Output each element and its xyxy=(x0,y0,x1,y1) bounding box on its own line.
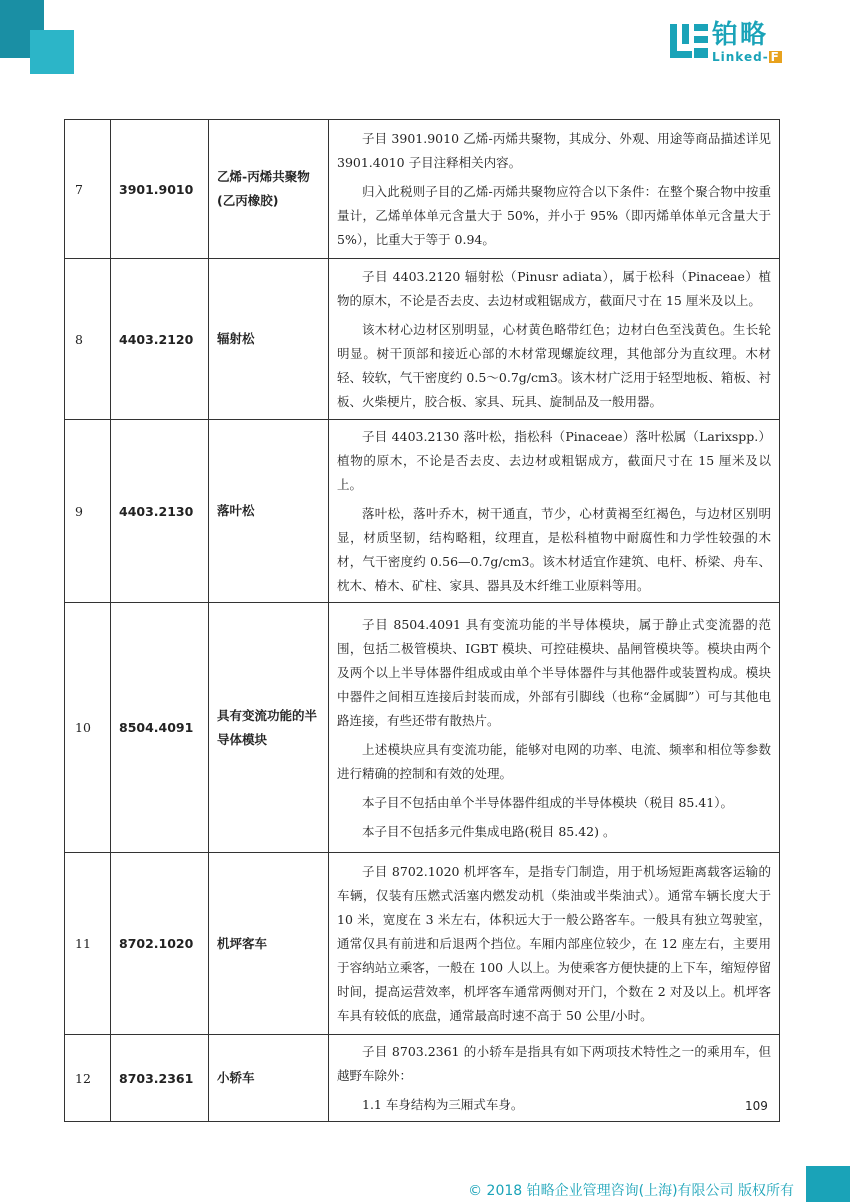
description-paragraph: 子目 8504.4091 具有变流功能的半导体模块，属于静止式变流器的范围，包括二极管模块、IGBT 模块、可控硅模块、晶闸管模块等。模块由两个及两个以上半导体器件组成或由单个半导体器件与其他器件或装置构成。模块中器件之间相互连接后封装而成，外部有引脚线（也称“金属脚”）可与其他电路连接，有些还带有散热片。 xyxy=(337,616,771,728)
item-name: 小轿车 xyxy=(209,1035,329,1122)
item-description xyxy=(329,420,780,603)
description-paragraph: 子目 4403.2120 辐射松（Pinusr adiata），属于松科（Pinaceae）植物的原木，不论是否去皮、去边材或粗锯成方，截面尺寸在 15 厘米及以上。 xyxy=(337,269,771,308)
description-paragraph: 子目 8703.2361 的小轿车是指具有如下两项技术特性之一的乘用车，但越野车除外： xyxy=(337,1044,771,1083)
table-body xyxy=(65,120,780,1122)
logo-chinese-name: 铂略 xyxy=(712,20,769,50)
hs-code: 3901.9010 xyxy=(111,120,209,259)
description-paragraph: 落叶松，落叶乔木，树干通直，节少，心材黄褐至红褐色，与边材区别明显，材质坚韧，结构略粗，纹理直，是松科植物中耐腐性和力学性较强的木材，气干密度约 0.56—0.7g/cm3。该木材适宜作建筑、电杆、桥梁、舟车、枕木、椿木、矿柱、家具、器具及木纤维工业原料等用。 xyxy=(337,506,771,593)
description-paragraph: 本子目不包括由单个半导体器件组成的半导体模块（税目 85.41）。 xyxy=(362,794,734,810)
row-number: 9 xyxy=(65,420,111,603)
hs-code: 8702.1020 xyxy=(111,853,209,1035)
item-description xyxy=(329,259,780,420)
description-paragraph: 归入此税则子目的乙烯-丙烯共聚物应符合以下条件：在整个聚合物中按重量计，乙烯单体单元含量大于 50%，并小于 95%（即丙烯单体单元含量大于 5%），比重大于等于 0.94。 xyxy=(337,184,771,247)
row-number: 10 xyxy=(65,603,111,853)
row-number: 7 xyxy=(65,120,111,259)
page-number: 109 xyxy=(745,1099,768,1113)
footer-decoration xyxy=(806,1166,850,1202)
description-paragraph: 子目 8702.1020 机坪客车，是指专门制造，用于机场短距离载客运输的车辆，仅装有压燃式活塞内燃发动机（柴油或半柴油式）。通常车辆长度大于 10 米，宽度在 3 米左右，体积远大于一般公路客车。一般具有独立驾驶室，通常仅具有前进和后退两个挡位。车厢内部座位较少，在 12 座左右，主要用于容纳站立乘客，一般在 100 人以上。为使乘客方便快捷的上下车，缩短停留时间，提高运营效率，机坪客车通常两侧对开门，个数在 2 对及以上。机坪客车具有较低的底盘，通常最高时速不高于 50 公里/小时。 xyxy=(337,864,771,1023)
hs-code: 8504.4091 xyxy=(111,603,209,853)
description-paragraph: 子目 4403.2130 落叶松，指松科（Pinaceae）落叶松属（Larixspp.）植物的原木，不论是否去皮、去边材或粗锯成方，截面尺寸在 15 厘米及以上。 xyxy=(337,429,771,492)
row-number: 12 xyxy=(65,1035,111,1122)
logo-mark-icon xyxy=(668,20,710,62)
table-row xyxy=(65,1035,780,1122)
table-row xyxy=(65,603,780,853)
item-description xyxy=(329,120,780,259)
description-paragraph: 1.1 车身结构为三厢式车身。 xyxy=(362,1097,524,1112)
row-number: 11 xyxy=(65,853,111,1035)
hs-code: 4403.2120 xyxy=(111,259,209,420)
item-name: 乙烯-丙烯共聚物(乙丙橡胶) xyxy=(209,120,329,259)
item-description xyxy=(329,603,780,853)
item-description xyxy=(329,1035,780,1122)
table-row xyxy=(65,120,780,259)
description-paragraph: 本子目不包括多元件集成电路(税目 85.42) 。 xyxy=(362,823,616,839)
hs-code: 4403.2130 xyxy=(111,420,209,603)
item-name: 落叶松 xyxy=(209,420,329,603)
hs-code: 8703.2361 xyxy=(111,1035,209,1122)
footer-copyright: © 2018 铂略企业管理咨询(上海)有限公司 版权所有 xyxy=(468,1183,794,1199)
company-logo xyxy=(668,20,798,64)
corner-decoration-light xyxy=(30,30,74,74)
item-name: 辐射松 xyxy=(209,259,329,420)
table-row xyxy=(65,259,780,420)
item-description xyxy=(329,853,780,1035)
description-paragraph: 该木材心边材区别明显，心材黄色略带红色；边材白色至浅黄色。生长轮明显。树干顶部和接近心部的木材常现螺旋纹理，其他部分为直纹理。木材轻、较软，气干密度约 0.5～0.7g/cm3。该木材广泛用于轻型地板、箱板、衬板、火柴梗片，胶合板、家具、玩具、旋制品及一般用器。 xyxy=(337,322,771,409)
description-paragraph: 上述模块应具有变流功能，能够对电网的功率、电流、频率和相位等参数进行精确的控制和有效的处理。 xyxy=(337,741,771,781)
item-name: 机坪客车 xyxy=(209,853,329,1035)
item-name: 具有变流功能的半导体模块 xyxy=(209,603,329,853)
logo-english-text: Linked- xyxy=(712,50,769,64)
logo-f-badge: F xyxy=(770,50,780,64)
table-row xyxy=(65,420,780,603)
tariff-notes-table xyxy=(64,119,780,1122)
logo-english-name xyxy=(712,50,782,64)
row-number: 8 xyxy=(65,259,111,420)
table-row xyxy=(65,853,780,1035)
description-paragraph: 子目 3901.9010 乙烯-丙烯共聚物，其成分、外观、用途等商品描述详见 3901.4010 子目注释相关内容。 xyxy=(337,131,771,170)
